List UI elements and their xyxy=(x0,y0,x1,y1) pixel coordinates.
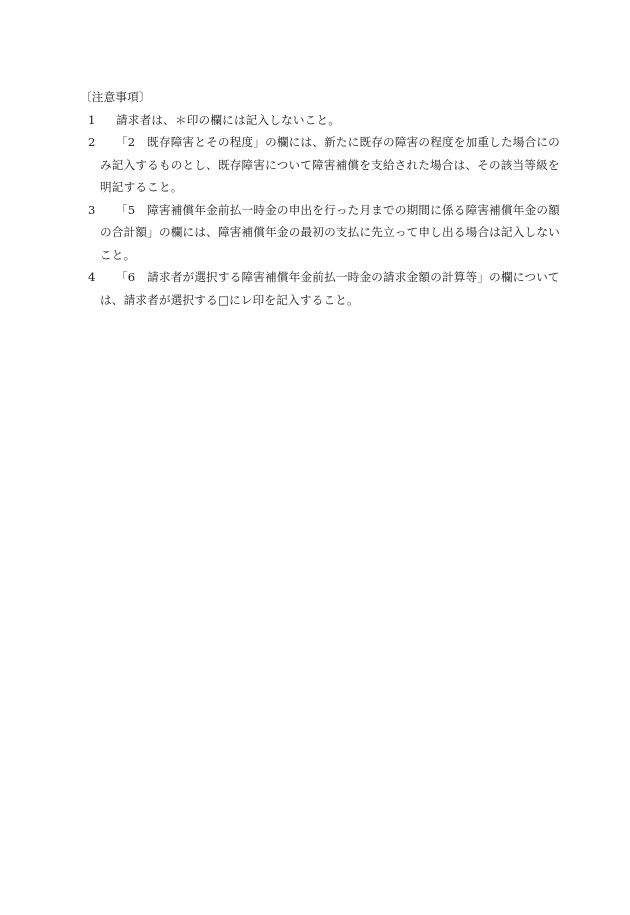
note-text xyxy=(100,199,560,267)
note-number: 1 xyxy=(88,112,96,127)
note-item-3 xyxy=(80,199,560,267)
note-line: 「2 既存障害とその程度」の欄には、新たに既存の障害の程度を加重した場合にの xyxy=(116,135,560,149)
notes-heading: 〔注意事項〕 xyxy=(80,90,151,104)
note-line: 明記すること。 xyxy=(100,180,183,194)
note-text xyxy=(100,131,560,199)
note-line: こと。 xyxy=(100,247,136,262)
note-line: 「5 障害補償年金前払一時金の申出を行った月までの期間に係る障害補償年金の額 xyxy=(116,202,560,217)
note-item-1 xyxy=(80,109,560,132)
note-text xyxy=(100,109,560,132)
note-text xyxy=(100,266,560,311)
note-number: 2 xyxy=(88,135,96,149)
note-line: の合計額」の欄には、障害補償年金の最初の支払に先立って申し出る場合は記入しない xyxy=(100,225,560,239)
note-line: み記入するものとし、既存障害について障害補償を支給された場合は、その該当等級を xyxy=(100,157,560,172)
note-line: 請求者は、＊印の欄には記入しないこと。 xyxy=(116,112,341,127)
note-number: 4 xyxy=(88,270,96,284)
note-item-4 xyxy=(80,266,560,311)
note-number: 3 xyxy=(88,202,96,217)
note-line: 「6 請求者が選択する障害補償年金前払一時金の請求金額の計算等」の欄について xyxy=(116,270,560,284)
note-item-2 xyxy=(80,131,560,199)
notes-section xyxy=(80,86,560,311)
note-line: は、請求者が選択する□にレ印を記入すること。 xyxy=(100,292,359,307)
